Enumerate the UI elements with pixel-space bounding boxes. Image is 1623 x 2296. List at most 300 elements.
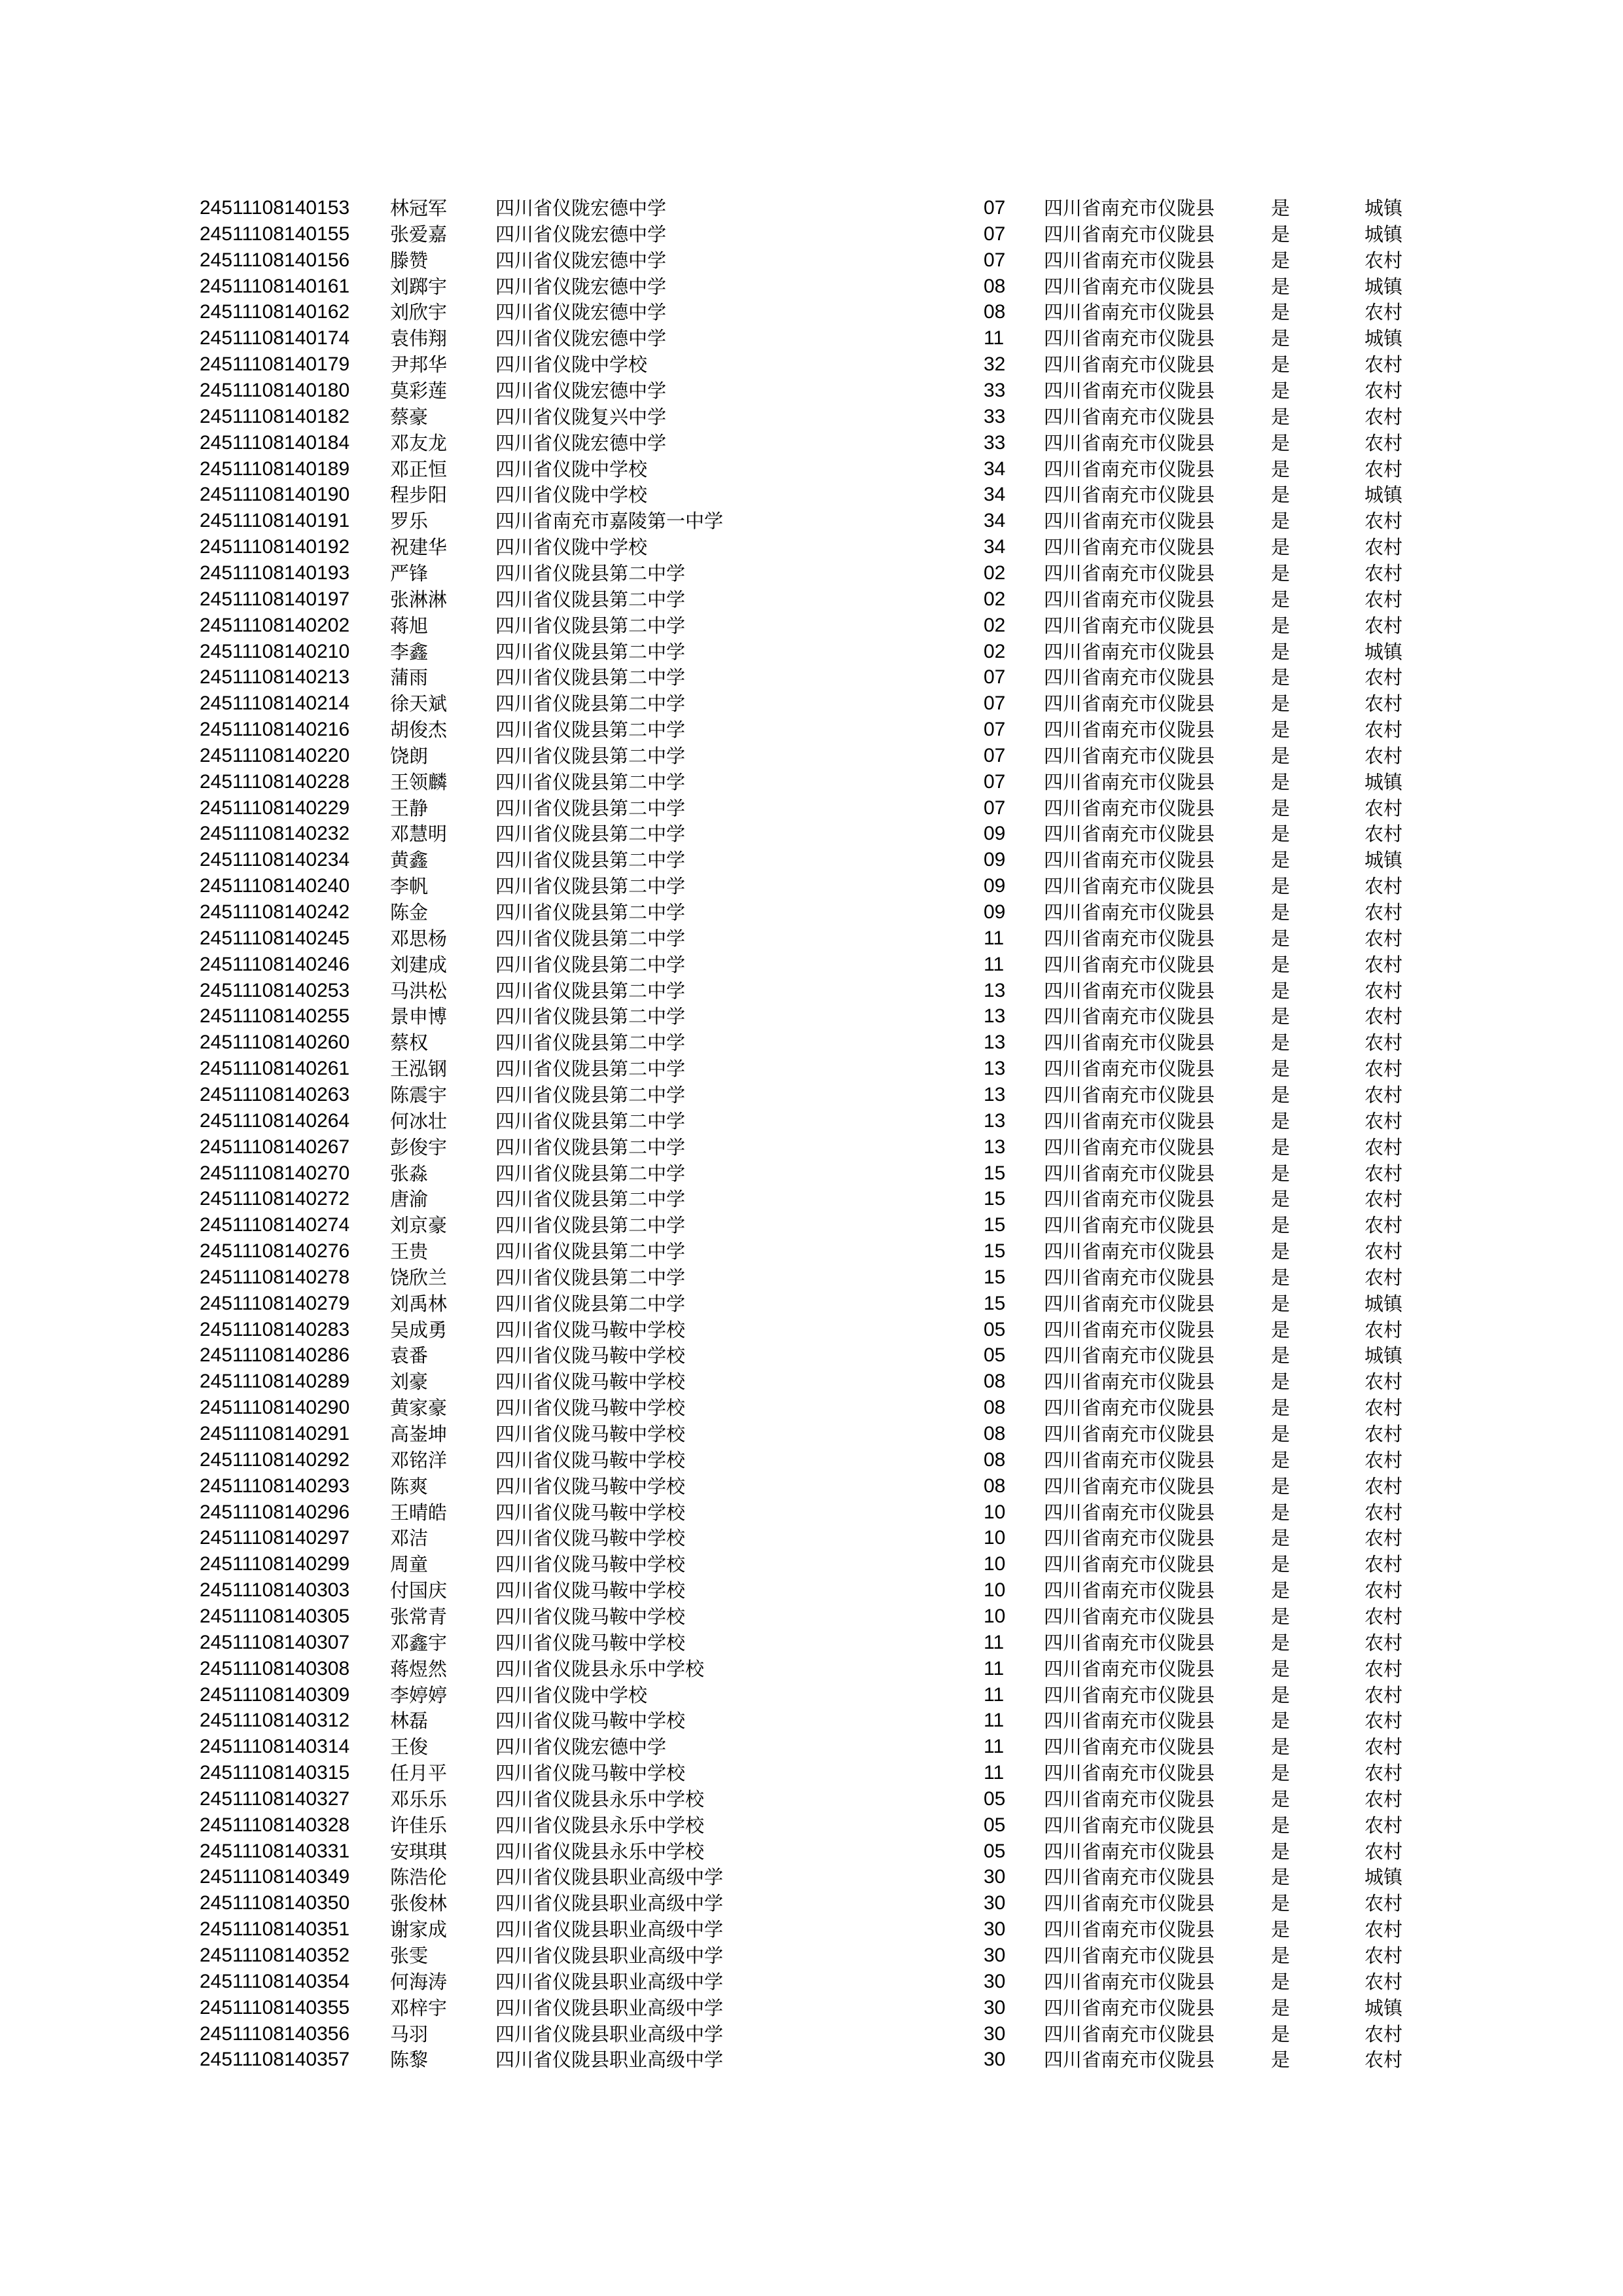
cell-name: 刘踯宇 xyxy=(390,275,448,298)
cell-school: 四川省仪陇中学校 xyxy=(495,484,648,507)
cell-type: 农村 xyxy=(1364,1448,1403,1471)
cell-class: 02 xyxy=(984,614,1006,636)
cell-type: 农村 xyxy=(1364,457,1403,480)
cell-id: 24511108140153 xyxy=(200,197,350,219)
cell-type: 农村 xyxy=(1364,1840,1403,1863)
table-row xyxy=(0,899,1623,925)
cell-school: 四川省仪陇县职业高级中学 xyxy=(495,2022,724,2045)
cell-id: 24511108140242 xyxy=(200,901,350,923)
cell-class: 30 xyxy=(984,2049,1006,2071)
table-row xyxy=(0,1708,1623,1734)
cell-flag: 是 xyxy=(1271,823,1291,846)
cell-place: 四川省南充市仪陇县 xyxy=(1044,666,1215,689)
table-row xyxy=(0,1082,1623,1108)
cell-place: 四川省南充市仪陇县 xyxy=(1044,1240,1215,1263)
cell-place: 四川省南充市仪陇县 xyxy=(1044,1214,1215,1237)
table-row xyxy=(0,1630,1623,1656)
cell-place: 四川省南充市仪陇县 xyxy=(1044,1475,1215,1498)
cell-name: 尹邦华 xyxy=(390,353,448,376)
cell-place: 四川省南充市仪陇县 xyxy=(1044,457,1215,480)
cell-place: 四川省南充市仪陇县 xyxy=(1044,249,1215,272)
table-row xyxy=(0,560,1623,586)
cell-place: 四川省南充市仪陇县 xyxy=(1044,719,1215,741)
cell-class: 05 xyxy=(984,1814,1006,1836)
table-row xyxy=(0,534,1623,560)
cell-name: 周童 xyxy=(390,1553,429,1576)
cell-class: 02 xyxy=(984,562,1006,584)
cell-type: 农村 xyxy=(1364,953,1403,976)
cell-type: 农村 xyxy=(1364,1083,1403,1106)
cell-name: 谢家成 xyxy=(390,1918,448,1941)
cell-name: 刘建成 xyxy=(390,953,448,976)
cell-school: 四川省仪陇马鞍中学校 xyxy=(495,1710,686,1732)
cell-school: 四川省仪陇县第二中学 xyxy=(495,1214,686,1237)
cell-name: 李婷婷 xyxy=(390,1683,448,1706)
cell-type: 农村 xyxy=(1364,614,1403,637)
cell-id: 24511108140312 xyxy=(200,1710,350,1732)
cell-class: 10 xyxy=(984,1553,1006,1575)
cell-type: 农村 xyxy=(1364,1787,1403,1810)
cell-id: 24511108140246 xyxy=(200,953,350,975)
cell-class: 07 xyxy=(984,666,1006,689)
cell-name: 李鑫 xyxy=(390,640,429,663)
cell-name: 徐天斌 xyxy=(390,692,448,715)
cell-flag: 是 xyxy=(1271,1840,1291,1863)
cell-name: 张淼 xyxy=(390,1162,429,1185)
cell-name: 林冠军 xyxy=(390,197,448,219)
table-row xyxy=(0,1238,1623,1265)
cell-class: 07 xyxy=(984,249,1006,271)
cell-flag: 是 xyxy=(1271,588,1291,611)
table-row xyxy=(0,769,1623,795)
cell-school: 四川省仪陇县职业高级中学 xyxy=(495,1866,724,1889)
cell-place: 四川省南充市仪陇县 xyxy=(1044,1996,1215,2019)
cell-class: 05 xyxy=(984,1344,1006,1367)
cell-flag: 是 xyxy=(1271,353,1291,376)
table-row xyxy=(0,1212,1623,1238)
cell-flag: 是 xyxy=(1271,1762,1291,1784)
cell-school: 四川省仪陇中学校 xyxy=(495,457,648,480)
cell-place: 四川省南充市仪陇县 xyxy=(1044,1162,1215,1185)
table-row xyxy=(0,1369,1623,1395)
cell-school: 四川省仪陇县永乐中学校 xyxy=(495,1814,705,1837)
cell-place: 四川省南充市仪陇县 xyxy=(1044,640,1215,663)
cell-type: 农村 xyxy=(1364,1918,1403,1941)
cell-flag: 是 xyxy=(1271,405,1291,428)
cell-id: 24511108140279 xyxy=(200,1292,350,1314)
cell-place: 四川省南充市仪陇县 xyxy=(1044,1188,1215,1211)
cell-class: 15 xyxy=(984,1266,1006,1288)
cell-school: 四川省仪陇宏德中学 xyxy=(495,197,667,219)
cell-place: 四川省南充市仪陇县 xyxy=(1044,1579,1215,1602)
cell-place: 四川省南充市仪陇县 xyxy=(1044,536,1215,559)
cell-name: 胡俊杰 xyxy=(390,719,448,741)
cell-school: 四川省仪陇县第二中学 xyxy=(495,719,686,741)
cell-school: 四川省仪陇马鞍中学校 xyxy=(495,1344,686,1367)
cell-school: 四川省仪陇县第二中学 xyxy=(495,744,686,767)
table-row xyxy=(0,247,1623,274)
cell-class: 09 xyxy=(984,849,1006,871)
cell-class: 10 xyxy=(984,1605,1006,1627)
cell-place: 四川省南充市仪陇县 xyxy=(1044,1787,1215,1810)
cell-school: 四川省仪陇县第二中学 xyxy=(495,666,686,689)
cell-flag: 是 xyxy=(1271,719,1291,741)
cell-flag: 是 xyxy=(1271,1475,1291,1498)
cell-class: 07 xyxy=(984,797,1006,819)
cell-type: 农村 xyxy=(1364,1501,1403,1524)
cell-type: 农村 xyxy=(1364,1240,1403,1263)
cell-place: 四川省南充市仪陇县 xyxy=(1044,1005,1215,1028)
cell-school: 四川省仪陇马鞍中学校 xyxy=(495,1527,686,1550)
cell-flag: 是 xyxy=(1271,1657,1291,1680)
cell-school: 四川省仪陇马鞍中学校 xyxy=(495,1397,686,1420)
cell-type: 农村 xyxy=(1364,797,1403,819)
cell-flag: 是 xyxy=(1271,1970,1291,1993)
cell-name: 黄鑫 xyxy=(390,849,429,872)
cell-type: 农村 xyxy=(1364,1318,1403,1341)
cell-id: 24511108140180 xyxy=(200,380,350,401)
cell-class: 09 xyxy=(984,823,1006,845)
cell-id: 24511108140278 xyxy=(200,1266,350,1288)
cell-place: 四川省南充市仪陇县 xyxy=(1044,1866,1215,1889)
cell-id: 24511108140355 xyxy=(200,1996,350,2018)
cell-class: 15 xyxy=(984,1240,1006,1262)
cell-name: 张爱嘉 xyxy=(390,223,448,245)
cell-id: 24511108140210 xyxy=(200,640,350,662)
cell-id: 24511108140192 xyxy=(200,536,350,558)
cell-flag: 是 xyxy=(1271,536,1291,559)
cell-class: 08 xyxy=(984,1448,1006,1471)
cell-name: 王俊 xyxy=(390,1736,429,1759)
cell-place: 四川省南充市仪陇县 xyxy=(1044,327,1215,350)
cell-id: 24511108140232 xyxy=(200,823,350,845)
cell-type: 农村 xyxy=(1364,1005,1403,1028)
cell-place: 四川省南充市仪陇县 xyxy=(1044,1397,1215,1420)
cell-school: 四川省仪陇宏德中学 xyxy=(495,380,667,402)
cell-id: 24511108140274 xyxy=(200,1214,350,1236)
cell-id: 24511108140184 xyxy=(200,431,350,454)
cell-school: 四川省仪陇县第二中学 xyxy=(495,979,686,1002)
cell-type: 农村 xyxy=(1364,380,1403,402)
cell-flag: 是 xyxy=(1271,640,1291,663)
cell-id: 24511108140293 xyxy=(200,1475,350,1497)
cell-type: 农村 xyxy=(1364,1553,1403,1576)
table-row xyxy=(0,1108,1623,1134)
cell-place: 四川省南充市仪陇县 xyxy=(1044,1840,1215,1863)
cell-class: 11 xyxy=(984,1710,1005,1732)
cell-name: 蔡权 xyxy=(390,1031,429,1054)
cell-flag: 是 xyxy=(1271,1058,1291,1080)
cell-name: 许佳乐 xyxy=(390,1814,448,1837)
cell-school: 四川省仪陇县第二中学 xyxy=(495,953,686,976)
table-row xyxy=(0,691,1623,717)
cell-place: 四川省南充市仪陇县 xyxy=(1044,1892,1215,1915)
cell-type: 农村 xyxy=(1364,510,1403,533)
cell-name: 刘豪 xyxy=(390,1371,429,1393)
cell-class: 10 xyxy=(984,1527,1006,1549)
cell-type: 农村 xyxy=(1364,562,1403,584)
cell-school: 四川省仪陇县第二中学 xyxy=(495,901,686,924)
table-row xyxy=(0,1734,1623,1760)
cell-school: 四川省仪陇县永乐中学校 xyxy=(495,1840,705,1863)
cell-school: 四川省仪陇县第二中学 xyxy=(495,562,686,584)
table-row xyxy=(0,873,1623,899)
cell-class: 30 xyxy=(984,1866,1006,1888)
cell-school: 四川省仪陇县第二中学 xyxy=(495,1058,686,1080)
cell-school: 四川省仪陇宏德中学 xyxy=(495,223,667,245)
cell-id: 24511108140213 xyxy=(200,666,350,689)
cell-type: 农村 xyxy=(1364,2022,1403,2045)
cell-type: 农村 xyxy=(1364,1892,1403,1915)
table-row xyxy=(0,1839,1623,1865)
cell-flag: 是 xyxy=(1271,1136,1291,1158)
cell-name: 滕赞 xyxy=(390,249,429,272)
cell-type: 农村 xyxy=(1364,1109,1403,1132)
cell-class: 02 xyxy=(984,588,1006,610)
cell-school: 四川省仪陇宏德中学 xyxy=(495,249,667,272)
cell-class: 11 xyxy=(984,1657,1005,1679)
cell-id: 24511108140290 xyxy=(200,1397,350,1419)
cell-flag: 是 xyxy=(1271,901,1291,924)
cell-flag: 是 xyxy=(1271,1448,1291,1471)
cell-flag: 是 xyxy=(1271,1031,1291,1054)
cell-school: 四川省仪陇宏德中学 xyxy=(495,275,667,298)
cell-id: 24511108140202 xyxy=(200,614,350,636)
cell-school: 四川省仪陇县第二中学 xyxy=(495,849,686,872)
cell-type: 城镇 xyxy=(1364,770,1403,793)
cell-class: 13 xyxy=(984,1083,1006,1105)
cell-school: 四川省仪陇宏德中学 xyxy=(495,327,667,350)
cell-id: 24511108140229 xyxy=(200,797,350,819)
table-row xyxy=(0,847,1623,873)
cell-flag: 是 xyxy=(1271,1945,1291,1967)
cell-flag: 是 xyxy=(1271,275,1291,298)
cell-class: 08 xyxy=(984,1397,1006,1419)
cell-flag: 是 xyxy=(1271,1344,1291,1367)
cell-school: 四川省仪陇马鞍中学校 xyxy=(495,1579,686,1602)
cell-class: 07 xyxy=(984,744,1006,766)
cell-class: 11 xyxy=(984,1683,1005,1706)
cell-flag: 是 xyxy=(1271,1814,1291,1837)
cell-id: 24511108140261 xyxy=(200,1058,350,1079)
table-row xyxy=(0,508,1623,534)
cell-school: 四川省仪陇县职业高级中学 xyxy=(495,1892,724,1915)
cell-place: 四川省南充市仪陇县 xyxy=(1044,1970,1215,1993)
cell-id: 24511108140292 xyxy=(200,1448,350,1471)
cell-school: 四川省仪陇马鞍中学校 xyxy=(495,1371,686,1393)
table-row xyxy=(0,1551,1623,1577)
cell-flag: 是 xyxy=(1271,1866,1291,1889)
cell-class: 30 xyxy=(984,1918,1006,1941)
cell-id: 24511108140155 xyxy=(200,223,350,245)
cell-school: 四川省仪陇县第二中学 xyxy=(495,640,686,663)
cell-place: 四川省南充市仪陇县 xyxy=(1044,405,1215,428)
cell-class: 08 xyxy=(984,1422,1006,1444)
cell-place: 四川省南充市仪陇县 xyxy=(1044,1058,1215,1080)
table-row xyxy=(0,1525,1623,1551)
cell-name: 陈浩伦 xyxy=(390,1866,448,1889)
cell-type: 农村 xyxy=(1364,875,1403,898)
cell-place: 四川省南充市仪陇县 xyxy=(1044,2022,1215,2045)
cell-type: 农村 xyxy=(1364,692,1403,715)
cell-flag: 是 xyxy=(1271,2049,1291,2072)
cell-school: 四川省仪陇县职业高级中学 xyxy=(495,1945,724,1967)
cell-class: 34 xyxy=(984,510,1006,532)
cell-class: 30 xyxy=(984,2022,1006,2045)
cell-type: 农村 xyxy=(1364,979,1403,1002)
cell-school: 四川省仪陇县第二中学 xyxy=(495,614,686,637)
cell-name: 邓慧明 xyxy=(390,823,448,846)
cell-school: 四川省仪陇县第二中学 xyxy=(495,797,686,819)
cell-type: 农村 xyxy=(1364,1162,1403,1185)
table-row xyxy=(0,717,1623,743)
cell-id: 24511108140263 xyxy=(200,1083,350,1105)
cell-class: 15 xyxy=(984,1188,1006,1210)
cell-type: 农村 xyxy=(1364,1422,1403,1445)
cell-school: 四川省仪陇县第二中学 xyxy=(495,823,686,846)
cell-type: 城镇 xyxy=(1364,197,1403,219)
cell-id: 24511108140297 xyxy=(200,1527,350,1549)
table-row xyxy=(0,1186,1623,1212)
cell-type: 城镇 xyxy=(1364,484,1403,507)
cell-school: 四川省仪陇县第二中学 xyxy=(495,1136,686,1158)
cell-name: 张俊林 xyxy=(390,1892,448,1915)
cell-id: 24511108140260 xyxy=(200,1031,350,1054)
cell-class: 11 xyxy=(984,1736,1005,1758)
cell-name: 陈金 xyxy=(390,901,429,924)
cell-type: 农村 xyxy=(1364,823,1403,846)
cell-name: 刘欣宇 xyxy=(390,301,448,324)
cell-school: 四川省仪陇马鞍中学校 xyxy=(495,1605,686,1628)
cell-id: 24511108140197 xyxy=(200,588,350,610)
cell-class: 08 xyxy=(984,301,1006,323)
cell-class: 13 xyxy=(984,1109,1006,1132)
cell-type: 农村 xyxy=(1364,2049,1403,2072)
cell-place: 四川省南充市仪陇县 xyxy=(1044,1318,1215,1341)
table-row xyxy=(0,743,1623,769)
cell-flag: 是 xyxy=(1271,431,1291,454)
cell-type: 城镇 xyxy=(1364,1292,1403,1315)
cell-name: 马洪松 xyxy=(390,979,448,1002)
cell-school: 四川省仪陇县第二中学 xyxy=(495,927,686,950)
cell-school: 四川省仪陇县职业高级中学 xyxy=(495,1996,724,2019)
cell-class: 13 xyxy=(984,1136,1006,1158)
cell-class: 07 xyxy=(984,197,1006,219)
cell-type: 农村 xyxy=(1364,1136,1403,1158)
cell-place: 四川省南充市仪陇县 xyxy=(1044,1448,1215,1471)
cell-type: 农村 xyxy=(1364,1266,1403,1289)
cell-flag: 是 xyxy=(1271,1787,1291,1810)
cell-flag: 是 xyxy=(1271,875,1291,898)
cell-name: 邓思杨 xyxy=(390,927,448,950)
cell-place: 四川省南充市仪陇县 xyxy=(1044,353,1215,376)
cell-id: 24511108140315 xyxy=(200,1762,350,1784)
table-row xyxy=(0,1577,1623,1604)
cell-type: 农村 xyxy=(1364,405,1403,428)
cell-type: 农村 xyxy=(1364,1657,1403,1680)
cell-id: 24511108140289 xyxy=(200,1371,350,1393)
cell-name: 饶欣兰 xyxy=(390,1266,448,1289)
cell-place: 四川省南充市仪陇县 xyxy=(1044,797,1215,819)
cell-class: 09 xyxy=(984,875,1006,897)
cell-id: 24511108140240 xyxy=(200,875,350,897)
cell-school: 四川省仪陇中学校 xyxy=(495,1683,648,1706)
cell-class: 07 xyxy=(984,223,1006,245)
table-row xyxy=(0,1656,1623,1682)
cell-place: 四川省南充市仪陇县 xyxy=(1044,953,1215,976)
table-row xyxy=(0,1499,1623,1526)
cell-name: 袁伟翔 xyxy=(390,327,448,350)
cell-place: 四川省南充市仪陇县 xyxy=(1044,431,1215,454)
cell-flag: 是 xyxy=(1271,1631,1291,1654)
cell-name: 何海涛 xyxy=(390,1970,448,1993)
cell-name: 王贵 xyxy=(390,1240,429,1263)
table-row xyxy=(0,821,1623,847)
cell-name: 王晴皓 xyxy=(390,1501,448,1524)
cell-type: 农村 xyxy=(1364,719,1403,741)
cell-id: 24511108140276 xyxy=(200,1240,350,1262)
cell-flag: 是 xyxy=(1271,1996,1291,2019)
cell-name: 马羽 xyxy=(390,2022,429,2045)
table-row xyxy=(0,2021,1623,2047)
cell-place: 四川省南充市仪陇县 xyxy=(1044,1657,1215,1680)
cell-school: 四川省仪陇县第二中学 xyxy=(495,1005,686,1028)
cell-place: 四川省南充市仪陇县 xyxy=(1044,1527,1215,1550)
table-row xyxy=(0,404,1623,430)
cell-id: 24511108140270 xyxy=(200,1162,350,1184)
cell-flag: 是 xyxy=(1271,223,1291,245)
cell-class: 33 xyxy=(984,380,1006,401)
cell-type: 农村 xyxy=(1364,588,1403,611)
cell-name: 高崟坤 xyxy=(390,1422,448,1445)
cell-flag: 是 xyxy=(1271,744,1291,767)
table-row xyxy=(0,1916,1623,1943)
cell-place: 四川省南充市仪陇县 xyxy=(1044,1945,1215,1967)
cell-school: 四川省仪陇县第二中学 xyxy=(495,770,686,793)
cell-place: 四川省南充市仪陇县 xyxy=(1044,301,1215,324)
cell-flag: 是 xyxy=(1271,1605,1291,1628)
cell-name: 安琪琪 xyxy=(390,1840,448,1863)
cell-name: 邓铭洋 xyxy=(390,1448,448,1471)
cell-type: 城镇 xyxy=(1364,275,1403,298)
table-row xyxy=(0,1160,1623,1187)
cell-type: 农村 xyxy=(1364,249,1403,272)
cell-place: 四川省南充市仪陇县 xyxy=(1044,1710,1215,1732)
cell-place: 四川省南充市仪陇县 xyxy=(1044,380,1215,402)
cell-flag: 是 xyxy=(1271,1240,1291,1263)
cell-type: 农村 xyxy=(1364,1736,1403,1759)
cell-name: 罗乐 xyxy=(390,510,429,533)
cell-place: 四川省南充市仪陇县 xyxy=(1044,1918,1215,1941)
cell-type: 农村 xyxy=(1364,1475,1403,1498)
table-row xyxy=(0,274,1623,300)
cell-flag: 是 xyxy=(1271,1736,1291,1759)
cell-id: 24511108140253 xyxy=(200,979,350,1001)
cell-type: 农村 xyxy=(1364,1945,1403,1967)
cell-class: 02 xyxy=(984,640,1006,662)
cell-id: 24511108140296 xyxy=(200,1501,350,1523)
cell-place: 四川省南充市仪陇县 xyxy=(1044,562,1215,584)
cell-type: 农村 xyxy=(1364,1058,1403,1080)
cell-school: 四川省仪陇县第二中学 xyxy=(495,1109,686,1132)
cell-flag: 是 xyxy=(1271,797,1291,819)
cell-flag: 是 xyxy=(1271,380,1291,402)
cell-place: 四川省南充市仪陇县 xyxy=(1044,1683,1215,1706)
cell-place: 四川省南充市仪陇县 xyxy=(1044,1736,1215,1759)
table-row xyxy=(0,1291,1623,1317)
cell-place: 四川省南充市仪陇县 xyxy=(1044,1371,1215,1393)
cell-school: 四川省仪陇县第二中学 xyxy=(495,1240,686,1263)
